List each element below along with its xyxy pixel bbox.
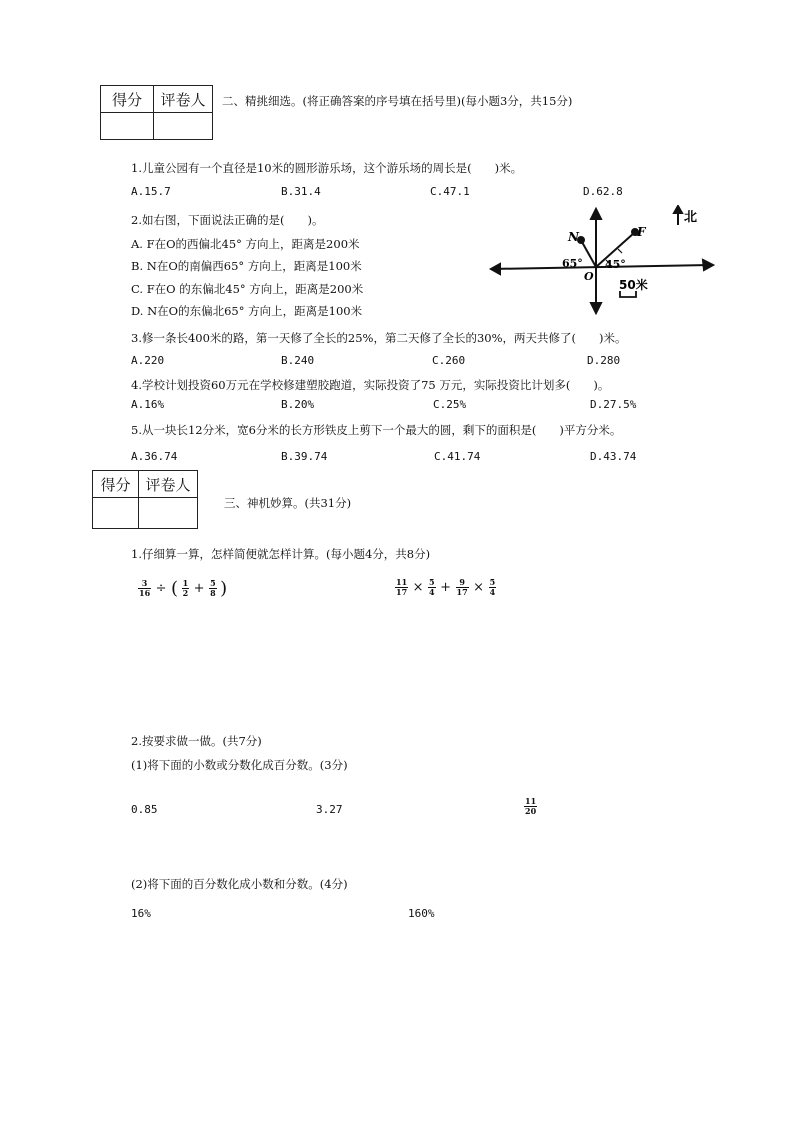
q5-option-c[interactable]: C.41.74 (434, 450, 481, 463)
q2-option-b[interactable]: B. N在O的南偏西65° 方向上，距离是100米 (131, 259, 362, 273)
q1-option-a[interactable]: A.15.7 (131, 185, 171, 198)
calc-question-2-part-1: (1)将下面的小数或分数化成百分数。(3分) (131, 758, 348, 772)
ray-to-n (582, 242, 596, 267)
question-5: 5.从一块长12分米，宽6分米的长方形铁皮上剪下一个最大的圆，剩下的面积是( )平方分米。 (131, 423, 622, 437)
score-cell[interactable] (101, 113, 154, 140)
angle-right-label: 45° (605, 258, 626, 271)
direction-diagram (488, 205, 718, 315)
q2-option-c[interactable]: C. F在O 的东偏北45° 方向上，距离是200米 (131, 282, 364, 296)
origin-label: O (584, 270, 594, 283)
times-sign: × (473, 580, 485, 595)
fraction: $\frac{11}{17}$ (396, 577, 408, 597)
point-f-label: F (637, 225, 646, 239)
calc-question-2-part-2: (2)将下面的百分数化成小数和分数。(4分) (131, 877, 348, 891)
q4-option-c[interactable]: C.25% (433, 398, 467, 411)
score-table-section3 (92, 470, 198, 529)
grader-cell[interactable] (154, 113, 213, 140)
q3-option-a[interactable]: A.220 (131, 354, 165, 367)
q5-option-b[interactable]: B.39.74 (281, 450, 328, 463)
score-label: 得分 (93, 471, 139, 498)
score-table-section2 (100, 85, 213, 140)
q1-option-d[interactable]: D.62.8 (583, 185, 623, 198)
q4-option-b[interactable]: B.20% (281, 398, 315, 411)
section2-title: 二、精挑细选。(将正确答案的序号填在括号里)(每小题3分，共15分) (222, 94, 573, 108)
fraction: $\frac{5}{8}$ (210, 578, 216, 598)
expression-1: $\frac{3}{16}$ ÷ ( $\frac{1}{2}$ + $\frac{5}{8}$ ) (139, 578, 228, 599)
north-arrowhead (591, 209, 601, 219)
grader-label: 评卷人 (154, 86, 213, 113)
fraction: $\frac{5}{4}$ (429, 577, 435, 597)
grader-label: 评卷人 (139, 471, 198, 498)
convert-item: 0.85 (131, 803, 158, 816)
times-sign: × (412, 580, 424, 595)
q2-option-d[interactable]: D. N在O的东偏北65° 方向上，距离是100米 (131, 304, 363, 318)
q3-option-b[interactable]: B.240 (281, 354, 315, 367)
fraction: $\frac{1}{2}$ (182, 578, 189, 598)
q5-option-a[interactable]: A.36.74 (131, 450, 178, 463)
question-3: 3.修一条长400米的路，第一天修了全长的25%，第二天修了全长的30%，两天共修了( )米。 (131, 331, 627, 345)
north-label: 北 (684, 210, 698, 225)
grader-cell[interactable] (139, 498, 198, 529)
west-arrowhead (491, 264, 500, 274)
q3-option-c[interactable]: C.260 (432, 354, 466, 367)
q5-option-d[interactable]: D.43.74 (590, 450, 637, 463)
q3-option-d[interactable]: D.280 (587, 354, 621, 367)
q2-option-a[interactable]: A. F在O的西偏北45° 方向上，距离是200米 (131, 237, 360, 251)
question-4: 4.学校计划投资60万元在学校修建塑胶跑道，实际投资了75 万元，实际投资比计划多( )。 (131, 378, 610, 392)
convert-item: 160% (408, 907, 435, 920)
q1-option-b[interactable]: B.31.4 (281, 185, 321, 198)
q4-option-a[interactable]: A.16% (131, 398, 165, 411)
q4-option-d[interactable]: D.27.5% (590, 398, 637, 411)
section3-title: 三、神机妙算。(共31分) (224, 496, 352, 510)
convert-item: 3.27 (316, 803, 343, 816)
east-west-axis (491, 265, 710, 269)
plus-sign: + (193, 581, 205, 596)
question-1: 1.儿童公园有一个直径是10米的圆形游乐场，这个游乐场的周长是( )米。 (131, 161, 523, 175)
angle-left-label: 65° (562, 257, 583, 270)
east-arrowhead (703, 260, 713, 270)
divide-sign: ÷ (155, 581, 167, 596)
calc-question-2: 2.按要求做一做。(共7分) (131, 734, 262, 748)
scale-label: 50米 (619, 278, 648, 292)
fraction: $\frac{5}{4}$ (489, 577, 496, 597)
plus-sign: + (440, 580, 452, 595)
fraction: $\frac{3}{16}$ (139, 578, 151, 598)
south-arrowhead (591, 303, 601, 313)
north-indicator-arrow (674, 206, 682, 213)
fraction: $\frac{9}{17}$ (456, 577, 468, 597)
convert-item: 16% (131, 907, 151, 920)
convert-item-fraction: $\frac{11}{20}$ (525, 796, 537, 816)
score-label: 得分 (101, 86, 154, 113)
calc-question-1: 1.仔细算一算，怎样简便就怎样计算。(每小题4分，共8分) (131, 547, 431, 561)
expression-2 (395, 578, 496, 597)
score-cell[interactable] (93, 498, 139, 529)
q1-option-c[interactable]: C.47.1 (430, 185, 470, 198)
question-2: 2.如右图，下面说法正确的是( )。 (131, 213, 324, 227)
point-n-label: N (568, 230, 579, 244)
